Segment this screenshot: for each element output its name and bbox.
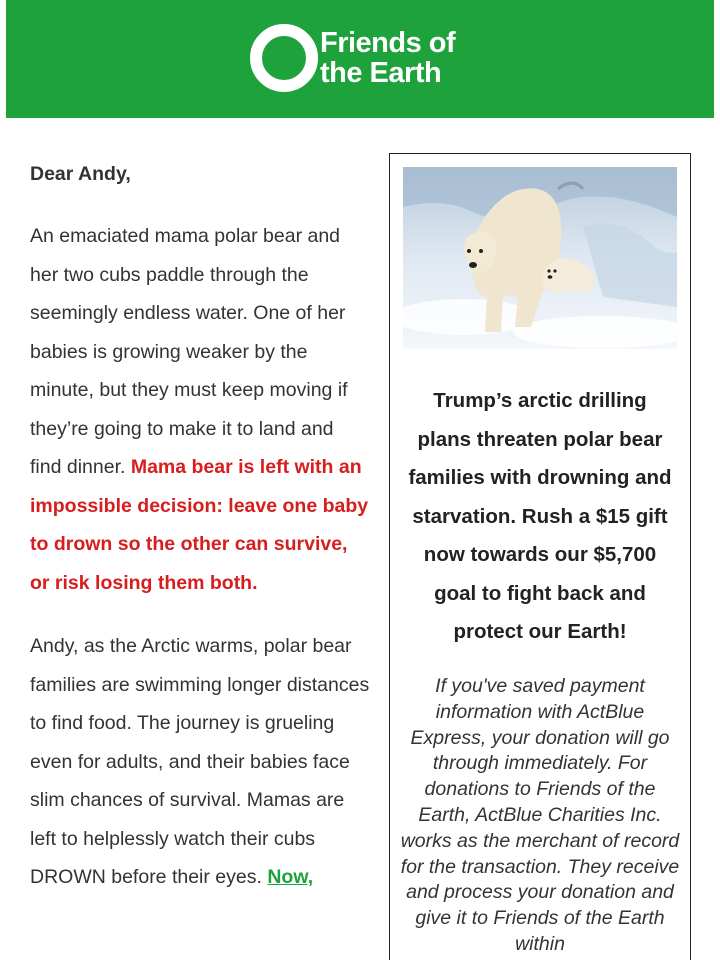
greeting: Dear Andy, [30,163,131,185]
donation-sidebar [389,153,691,960]
brand-line-2: the Earth [320,57,442,89]
paragraph-1-text: An emaciated mama polar bear and her two cubs paddle through the seemingly endless water. One of her babies is growing weaker by the minute, but they must keep moving if they’re going to make it to land and find dinner. [30,225,348,478]
polar-bear-photo-icon [403,167,677,349]
letter-body [30,155,370,922]
brand-line-1: Friends of [320,27,456,59]
actblue-disclaimer: If you've saved payment information with ActBlue Express, your donation will go through immediately. For donations to Friends of the Earth, ActBlue Charities Inc. works as the merchant of record for the transaction. They receive and process your donation and give it to Friends of the Earth within [400,675,680,955]
logo-ring-icon [250,24,318,92]
header-banner [6,0,714,118]
paragraph-2-text: Andy, as the Arctic warms, polar bear families are swimming longer distances to find food. The journey is grueling even for adults, and their babies face slim chances of survival. Mamas are left to helplessly watch their cubs DROWN before their eyes. [30,635,370,888]
donation-callout: Trump’s arctic drilling plans threaten polar bear families with drowning and starvation. Rush a $15 gift now towards our $5,700 goal to fight back and protect our Earth! [408,389,672,643]
polar-bear-photo [403,167,677,349]
paragraph-2 [30,627,370,897]
donate-now-link[interactable]: Now, [267,866,314,888]
friends-of-the-earth-logo[interactable] [250,22,490,94]
paragraph-1-highlight: Mama bear is left with an impossible decision: leave one baby to drown so the other can survive, or risk losing them both. [30,456,369,594]
paragraph-1 [30,217,370,602]
logo-text [320,28,455,88]
